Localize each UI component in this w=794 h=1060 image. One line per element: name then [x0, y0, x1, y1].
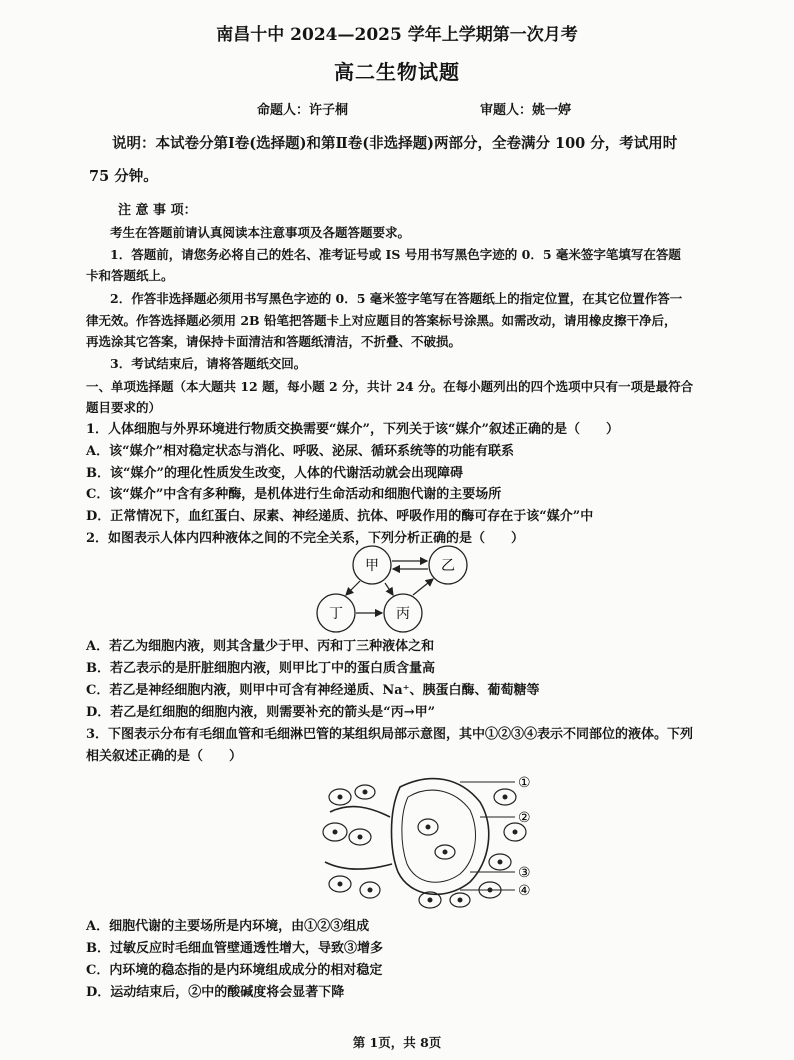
notice-title: 注 意 事 项：	[118, 203, 197, 218]
q1-stem: 1．人体细胞与外界环境进行物质交换需要“媒介”，下列关于该“媒介”叙述正确的是（ ）	[86, 422, 619, 437]
q1-option-d: D．正常情况下，血红蛋白、尿素、神经递质、抗体、呼吸作用的酶可存在于该“媒介”中	[86, 509, 594, 524]
q3-option-b: B．过敏反应时毛细血管壁通透性增大，导致③增多	[86, 941, 383, 956]
capillary-outline	[392, 779, 489, 895]
instructions-line-1: 说明：本试卷分第Ⅰ卷(选择题)和第Ⅱ卷(非选择题)两部分，全卷满分 100 分，考试用时	[112, 135, 678, 152]
q2-option-c: C．若乙是神经细胞内液，则甲中可含有神经递质、Na⁺、胰蛋白酶、葡萄糖等	[86, 683, 540, 698]
arrow-jia-to-bing	[385, 583, 393, 595]
node-jia-label: 甲	[365, 558, 379, 574]
label-1: ①	[518, 775, 531, 791]
tissue-diagram	[310, 772, 550, 912]
q2-stem: 2．如图表示人体内四种液体之间的不完全关系，下列分析正确的是（ ）	[86, 531, 525, 546]
notice-item: 3．考试结束后，请将答题纸交回。	[110, 356, 307, 371]
reviewer: 审题人：姚一婷	[480, 103, 572, 118]
instructions-line-2: 75 分钟。	[89, 168, 158, 185]
exam-subtitle: 高二生物试题	[334, 60, 460, 84]
q1-option-a: A．该“媒介”相对稳定状态与消化、呼吸、泌尿、循环系统等的功能有联系	[86, 444, 515, 459]
q3-option-a: A．细胞代谢的主要场所是内环境，由①②③组成	[86, 919, 370, 934]
notice-item: 卡和答题纸上。	[86, 268, 174, 283]
capillary-inner	[402, 790, 476, 882]
lymph-vessel	[330, 807, 390, 817]
notice-item: 考生在答题前请认真阅读本注意事项及各题答题要求。	[110, 225, 411, 240]
q2-option-b: B．若乙表示的是肝脏细胞内液，则甲比丁中的蛋白质含量高	[86, 661, 435, 676]
notice-item: 2．作答非选择题必须用书写黑色字迹的 0．5 毫米签字笔写在答题纸上的指定位置，在其它位置作答一	[110, 291, 683, 306]
fluid-relation-diagram	[300, 545, 500, 640]
q3-option-d: D．运动结束后，②中的酸碱度将会显著下降	[86, 985, 345, 1000]
notice-item: 1．答题前，请您务必将自己的姓名、准考证号或 IS 号用书写黑色字迹的 0．5 毫米签字笔填写在答题	[110, 247, 681, 262]
q3-option-c: C．内环境的稳态指的是内环境组成成分的相对稳定	[86, 963, 383, 978]
arrow-bing-to-yi	[413, 579, 433, 595]
page-footer: 第 1页，共 8页	[352, 1035, 442, 1050]
label-4: ④	[518, 883, 531, 899]
author: 命题人：许子桐	[257, 103, 349, 118]
node-bing-label: 丙	[396, 606, 410, 622]
q3-stem-cont: 相关叙述正确的是（ ）	[86, 749, 243, 764]
node-yi-label: 乙	[441, 558, 455, 574]
notice-item: 律无效。作答选择题必须用 2B 铅笔把答题卡上对应题目的答案标号涂黑。如需改动，请用橡皮擦干净后，	[86, 313, 677, 328]
node-ding-label: 丁	[329, 606, 343, 622]
section-heading-cont: 题目要求的）	[86, 400, 162, 415]
notice-item: 再选涂其它答案，请保持卡面清洁和答题纸清洁，不折叠、不破损。	[86, 334, 462, 349]
arrow-jia-to-ding	[346, 581, 360, 595]
q1-option-b: B．该“媒介”的理化性质发生改变，人体的代谢活动就会出现障碍	[86, 466, 463, 481]
label-2: ②	[518, 810, 531, 826]
q1-option-c: C．该“媒介”中含有多种酶，是机体进行生命活动和细胞代谢的主要场所	[86, 487, 502, 502]
label-3: ③	[518, 865, 531, 881]
q3-stem: 3．下图表示分布有毛细血管和毛细淋巴管的某组织局部示意图，其中①②③④表示不同部位的液体。下列	[86, 727, 694, 742]
q2-option-d: D．若乙是红细胞的细胞内液，则需要补充的箭头是“丙→甲”	[86, 705, 436, 720]
exam-title: 南昌十中 2024—2025 学年上学期第一次月考	[216, 25, 578, 45]
lymph-vessel-lower	[325, 862, 392, 869]
q2-option-a: A．若乙为细胞内液，则其含量少于甲、丙和丁三种液体之和	[86, 639, 435, 654]
section-heading: 一、单项选择题（本大题共 12 题，每小题 2 分，共计 24 分。在每小题列出的四个选项中只有一项是最符合	[86, 379, 694, 394]
